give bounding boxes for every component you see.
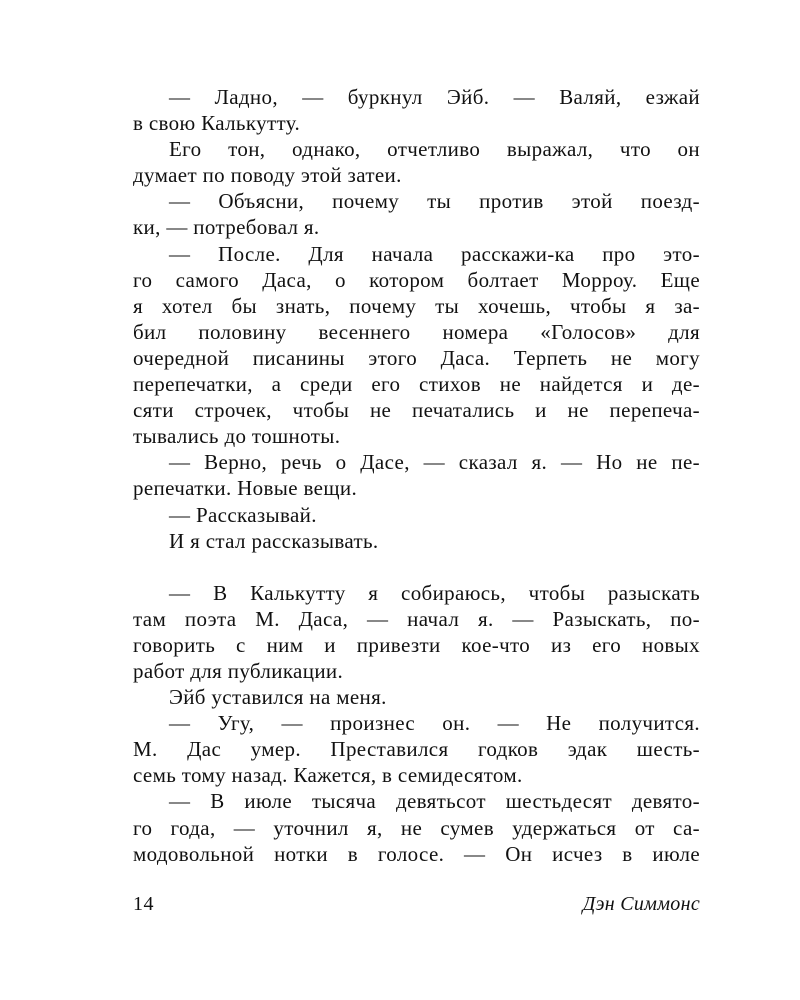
text-line: сяти строчек, чтобы не печатались и не перепеча-: [133, 398, 700, 423]
paragraph: [133, 188, 700, 240]
text-line: го самого Даса, о котором болтает Морроу. Еще: [133, 267, 700, 292]
text-line: ки, — потребовал я.: [133, 215, 320, 240]
paragraph: [133, 684, 700, 710]
text-line: — Угу, — произнес он. — Не получится.: [169, 711, 700, 736]
text-line: там поэта М. Даса, — начал я. — Разыскать, по-: [133, 606, 700, 631]
text-line: я хотел бы знать, почему ты хочешь, чтобы я за-: [133, 293, 700, 318]
text-line: модовольной нотки в голосе. — Он исчез в июле: [133, 841, 700, 866]
running-author: Дэн Симмонс: [582, 893, 700, 915]
text-line: — В Калькутту я собираюсь, чтобы разыскать: [169, 580, 700, 605]
text-line: говорить с ним и привезти кое-что из его новых: [133, 632, 700, 657]
text-line: — Рассказывай.: [169, 502, 317, 527]
text-line: думает по поводу этой затеи.: [133, 163, 402, 188]
paragraph: [133, 580, 700, 684]
page-footer: [133, 893, 700, 919]
text-line: семь тому назад. Кажется, в семидесятом.: [133, 763, 523, 788]
text-line: бил половину весеннего номера «Голосов» для: [133, 319, 700, 344]
text-line: го года, — уточнил я, не сумев удержаться от са-: [133, 815, 700, 840]
text-line: очередной писанины этого Даса. Терпеть не могу: [133, 345, 700, 370]
text-line: И я стал рассказывать.: [169, 528, 379, 553]
text-line: Его тон, однако, отчетливо выражал, что он: [169, 137, 700, 162]
text-line: — Ладно, — буркнул Эйб. — Валяй, езжай: [169, 85, 700, 109]
paragraph: [133, 788, 700, 866]
text-line: — Объясни, почему ты против этой поезд-: [169, 189, 700, 214]
text-line: — После. Для начала расскажи-ка про это-: [169, 241, 700, 266]
text-line: — В июле тысяча девятьсот шестьдесят девято-: [169, 789, 700, 814]
paragraph: [133, 710, 700, 788]
text-line: репечатки. Новые вещи.: [133, 476, 358, 501]
body-text: [133, 84, 700, 867]
page-number: 14: [133, 893, 154, 915]
paragraph: [133, 449, 700, 501]
text-line: тывались до тошноты.: [133, 424, 341, 449]
section-break: [133, 554, 700, 580]
text-line: в свою Калькутту.: [133, 111, 301, 136]
paragraph: [133, 502, 700, 528]
text-line: перепечатки, а среди его стихов не найдется и де-: [133, 372, 700, 397]
paragraph: [133, 241, 700, 450]
text-line: работ для публикации.: [133, 658, 344, 683]
paragraph: [133, 84, 700, 136]
paragraph: [133, 528, 700, 554]
text-line: Эйб уставился на меня.: [169, 685, 387, 710]
paragraph: [133, 136, 700, 188]
text-line: — Верно, речь о Дасе, — сказал я. — Но не пе-: [169, 450, 700, 475]
text-line: М. Дас умер. Преставился годков эдак шесть-: [133, 737, 700, 762]
